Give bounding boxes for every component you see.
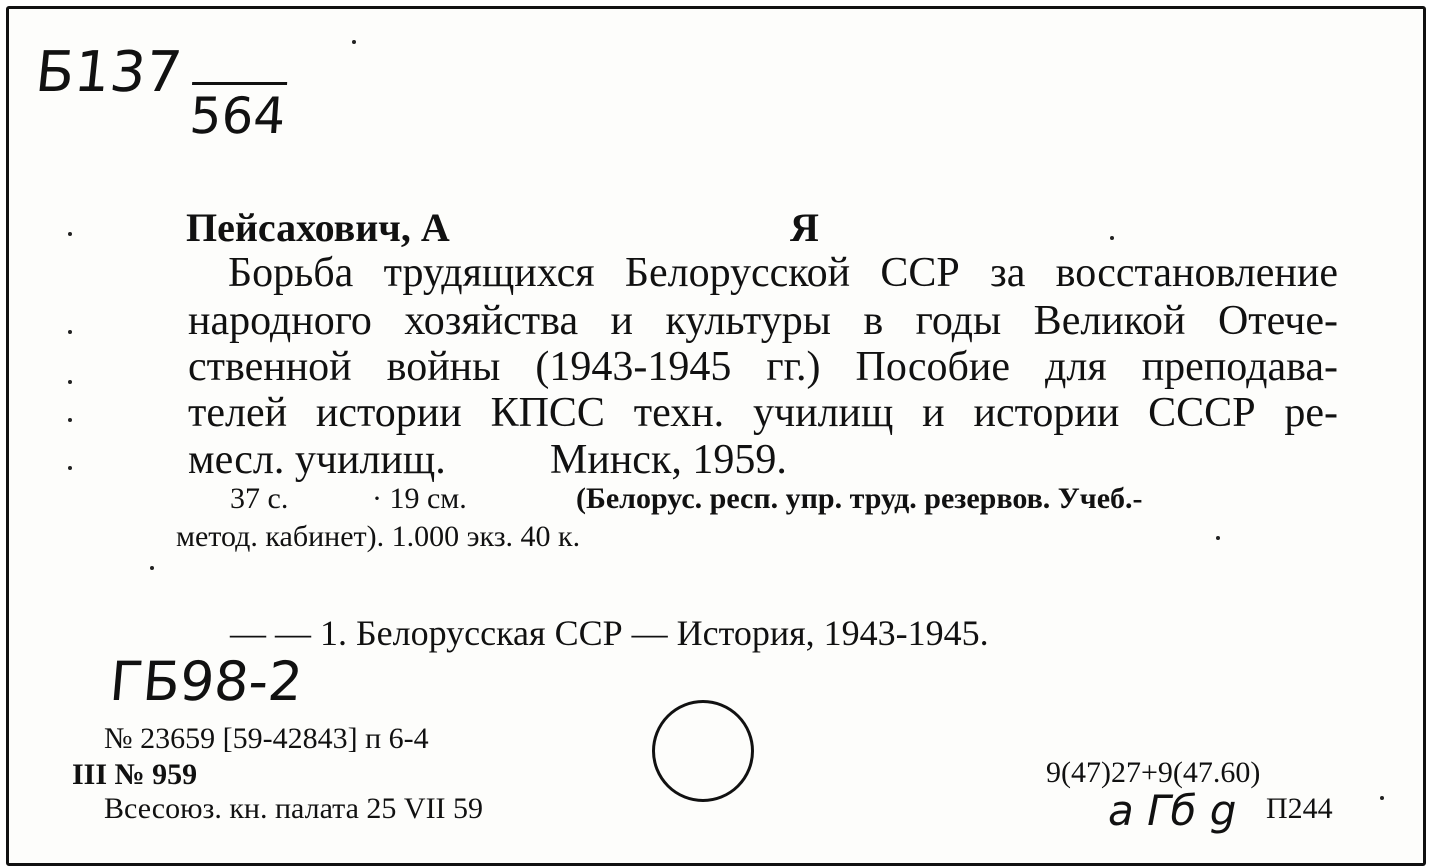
handwritten-mid-code: ГБ98-2 — [107, 650, 306, 713]
speck — [68, 330, 72, 334]
speck — [68, 232, 72, 236]
title-line-1: Борьба трудящихся Белорусской ССР за восстановление — [228, 250, 1338, 296]
speck — [1110, 236, 1114, 240]
title-line-2: народного хозяйства и культуры в годы Великой Отече- — [188, 298, 1338, 344]
card-number-line: № 23659 [59-42843] п 6-4 — [104, 722, 429, 755]
title-line-3: ственной войны (1943-1945 гг.) Пособие для преподава- — [188, 344, 1338, 390]
series-continued: метод. кабинет). 1.000 экз. 40 к. — [176, 520, 581, 553]
imprint-lead: месл. училищ. — [188, 437, 446, 483]
speck — [150, 566, 154, 570]
iii-number-line: III № 959 — [72, 758, 198, 791]
book-chamber-line: Всесоюз. кн. палата 25 VII 59 — [104, 792, 484, 825]
speck — [1380, 796, 1384, 800]
pages: 37 с. — [230, 482, 289, 515]
classification-code: 9(47)27+9(47.60) — [1046, 756, 1261, 789]
speck — [68, 418, 72, 422]
series: (Белорус. респ. упр. труд. резервов. Учеб.- — [576, 482, 1143, 515]
author-surname: Пейсахович, А — [186, 205, 450, 250]
author-initial: Я — [790, 205, 819, 250]
author-mark: П244 — [1266, 792, 1333, 825]
subject-heading: — — 1. Белорусская ССР — История, 1943-1945. — [230, 613, 989, 653]
speck — [68, 380, 72, 384]
speck — [68, 466, 72, 470]
speck — [352, 40, 356, 44]
handwritten-bottom-right: a Гб g — [1108, 786, 1237, 835]
handwritten-shelf-code: Б137 — [32, 40, 185, 105]
stamp-circle — [652, 700, 754, 802]
size: · 19 см. — [372, 482, 467, 515]
handwritten-shelf-sub: 564 — [188, 82, 288, 145]
imprint-place-year: Минск, 1959. — [550, 437, 787, 483]
speck — [1216, 536, 1220, 540]
title-line-4: телей истории КПСС техн. училищ и истории СССР ре- — [188, 390, 1338, 436]
